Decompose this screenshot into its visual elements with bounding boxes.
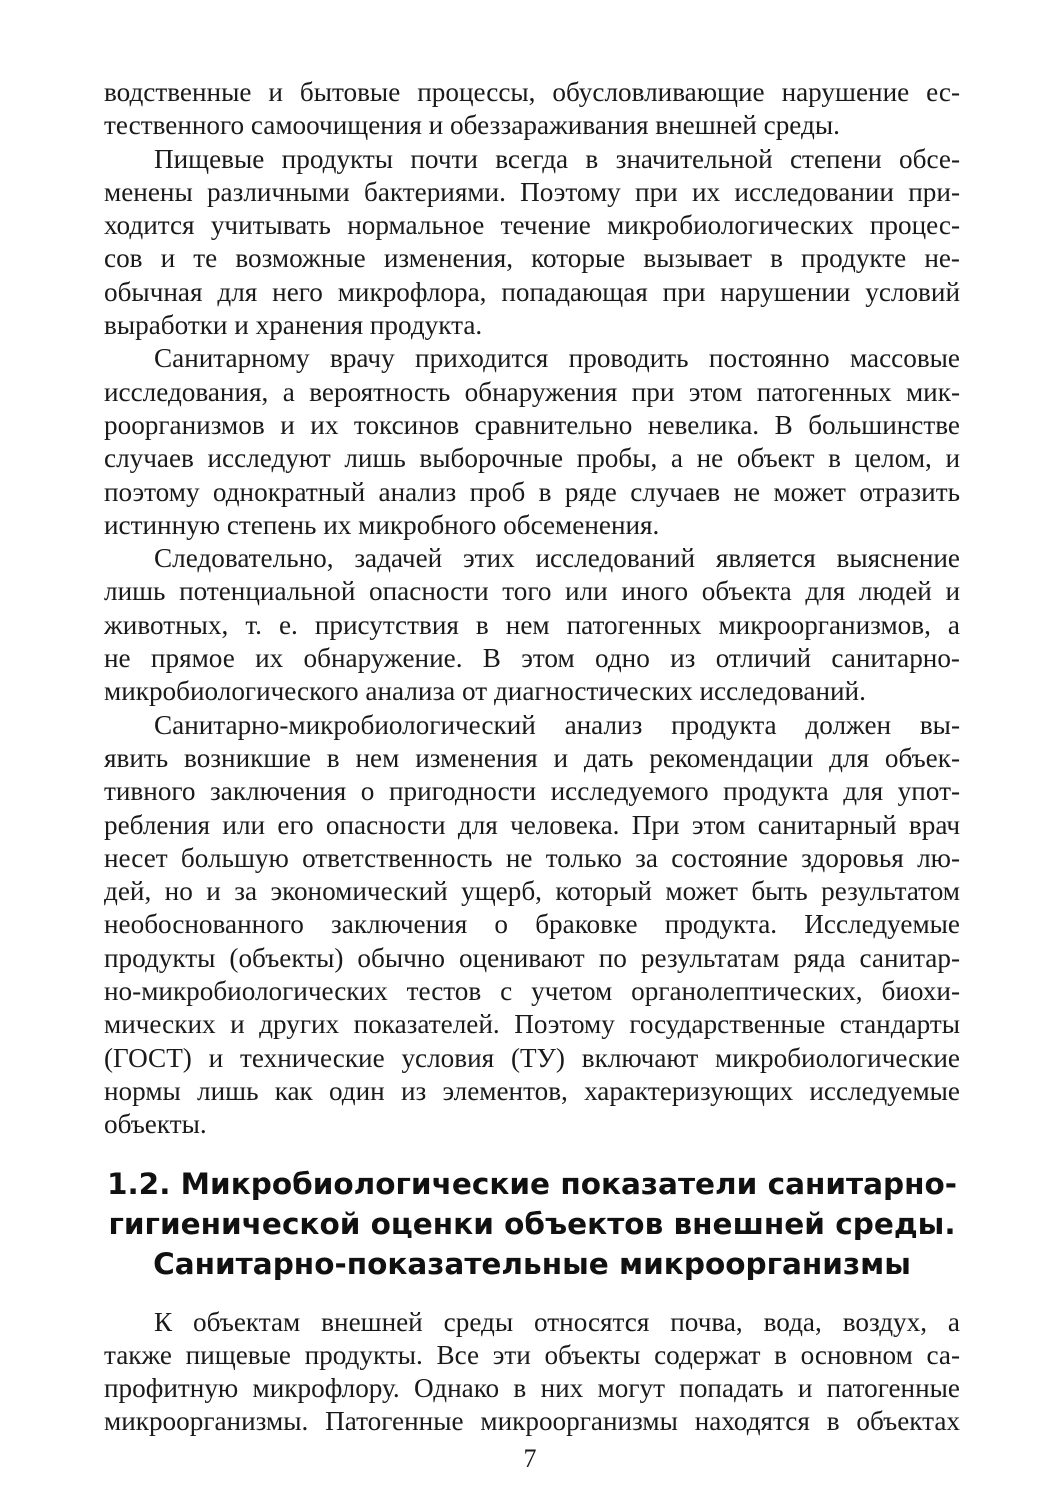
section-heading-line: гигиенической оценки объектов внешней среды. [108, 1206, 956, 1241]
paragraph-4 [104, 542, 960, 708]
text-line: мических и других показателей. Поэтому государственные стандарты [104, 1009, 960, 1040]
text-line: ходится учитывать нормальное течение микробиологических процес- [104, 210, 960, 241]
text-line: исследования, а вероятность обнаружения при этом патогенных мик- [104, 376, 960, 407]
text-line: объекты. [104, 1109, 207, 1140]
paragraph-3 [104, 342, 960, 542]
text-line: Санитарному врачу приходится проводить постоянно массовые [154, 343, 960, 374]
text-line: лишь потенциальной опасности того или иного объекта для людей и [104, 576, 960, 607]
text-line: сов и те возможные изменения, которые вызывает в продукте не- [104, 243, 960, 274]
body-text-bottom [104, 1306, 960, 1439]
text-line: роорганизмов и их токсинов сравнительно невелика. В большинстве [104, 409, 960, 440]
text-line: также пищевые продукты. Все эти объекты содержат в основном са- [104, 1339, 960, 1370]
text-line: необоснованного заключения о браковке продукта. Исследуемые [104, 909, 960, 940]
text-line: продукты (объекты) обычно оценивают по результатам ряда санитар- [104, 942, 960, 973]
text-line: тественного самоочищения и обеззараживания внешней среды. [104, 110, 840, 141]
paragraph-2 [104, 143, 960, 343]
text-line: случаев исследуют лишь выборочные пробы, а не объект в целом, и [104, 443, 960, 474]
text-line: не прямое их обнаружение. В этом одно из отличий санитарно- [104, 643, 960, 674]
text-line: явить возникшие в нем изменения и дать рекомендации для объек- [104, 742, 960, 773]
section-heading [104, 1164, 960, 1284]
section-heading-line: 1.2. Микробиологические показатели санитарно- [106, 1166, 958, 1201]
text-line: выработки и хранения продукта. [104, 310, 483, 341]
text-line: профитную микрофлору. Однако в них могут попадать и патогенные [104, 1373, 960, 1404]
text-line: Следовательно, задачей этих исследований является выяснение [154, 543, 960, 574]
paragraph-1 [104, 76, 960, 143]
body-text-top [104, 76, 960, 1142]
text-line: поэтому однократный анализ проб в ряде случаев не может отразить [104, 476, 960, 507]
text-line: тивного заключения о пригодности исследуемого продукта для упот- [104, 776, 960, 807]
text-line: водственные и бытовые процессы, обусловливающие нарушение ес- [104, 77, 960, 107]
page-number: 7 [523, 1444, 537, 1473]
text-line: менены различными бактериями. Поэтому при их исследовании при- [104, 176, 960, 207]
text-line: (ГОСТ) и технические условия (ТУ) включают микробиологические [104, 1042, 960, 1073]
text-line: микробиологического анализа от диагностических исследований. [104, 676, 866, 707]
text-line: животных, т. е. присутствия в нем патогенных микроорганизмов, а [104, 609, 960, 640]
section-heading-line: Санитарно-показательные микроорганизмы [153, 1246, 911, 1281]
text-line: дей, но и за экономический ущерб, который может быть результатом [104, 876, 960, 907]
paragraph-6 [104, 1306, 960, 1439]
text-line: обычная для него микрофлора, попадающая при нарушении условий [104, 276, 960, 307]
text-line: К объектам внешней среды относятся почва, вода, воздух, а [154, 1306, 960, 1337]
text-line: но-микробиологических тестов с учетом органолептических, биохи- [104, 976, 960, 1007]
text-line: истинную степень их микробного обсеменения. [104, 509, 660, 540]
text-line: Пищевые продукты почти всегда в значительной степени обсе- [154, 143, 960, 174]
text-line: ребления или его опасности для человека. При этом санитарный врач [104, 809, 960, 840]
text-line: несет большую ответственность не только за состояние здоровья лю- [104, 842, 960, 873]
text-line: микроорганизмы. Патогенные микроорганизмы находятся в объектах [104, 1406, 960, 1437]
text-line: Санитарно-микробиологический анализ продукта должен вы- [154, 709, 960, 740]
page-body [104, 76, 960, 1439]
paragraph-5 [104, 709, 960, 1142]
text-line: нормы лишь как один из элементов, характеризующих исследуемые [104, 1075, 960, 1106]
